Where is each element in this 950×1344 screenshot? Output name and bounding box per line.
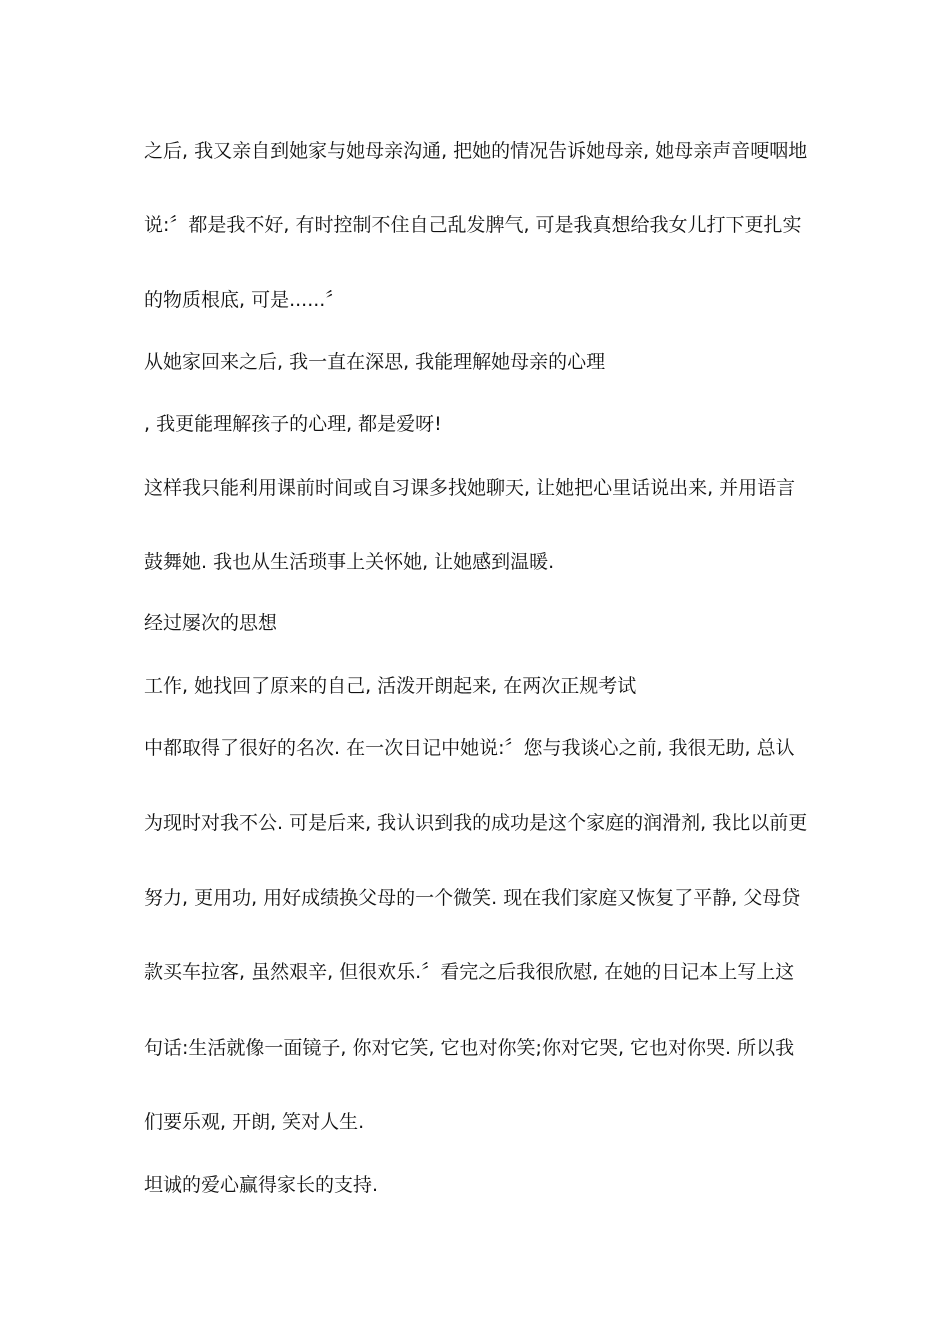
paragraph-line: 说:〞都是我不好, 有时控制不住自己乱发脾气, 可是我真想给我女儿打下更扎实 xyxy=(144,214,802,236)
paragraph-line: 款买车拉客, 虽然艰辛, 但很欢乐.〞看完之后我很欣慰, 在她的日记本上写上这 xyxy=(144,961,795,983)
paragraph-line: , 我更能理解孩子的心理, 都是爱呀! xyxy=(144,413,442,435)
paragraph-line: 从她家回来之后, 我一直在深思, 我能理解她母亲的心理 xyxy=(144,351,606,373)
paragraph-line: 鼓舞她. 我也从生活琐事上关怀她, 让她感到温暖. xyxy=(144,551,555,573)
paragraph-line: 为现时对我不公. 可是后来, 我认识到我的成功是这个家庭的润滑剂, 我比以前更 xyxy=(144,812,808,834)
paragraph-line: 句话:生活就像一面镜子, 你对它笑, 它也对你笑;你对它哭, 它也对你哭. 所以我 xyxy=(144,1037,795,1059)
paragraph-line: 中都取得了很好的名次. 在一次日记中她说:〞您与我谈心之前, 我很无助, 总认 xyxy=(144,737,795,759)
paragraph-line: 们要乐观, 开朗, 笑对人生. xyxy=(144,1111,365,1133)
paragraph-line: 之后, 我又亲自到她家与她母亲沟通, 把她的情况告诉她母亲, 她母亲声音哽咽地 xyxy=(144,140,808,162)
paragraph-line: 努力, 更用功, 用好成绩换父母的一个微笑. 现在我们家庭又恢复了平静, 父母贷 xyxy=(144,887,801,909)
paragraph-line: 这样我只能利用课前时间或自习课多找她聊天, 让她把心里话说出来, 并用语言 xyxy=(144,477,796,499)
paragraph-line: 工作, 她找回了原来的自己, 活泼开朗起来, 在两次正规考试 xyxy=(144,675,637,697)
paragraph-line: 坦诚的爱心赢得家长的支持. xyxy=(144,1174,379,1196)
paragraph-line: 经过屡次的思想 xyxy=(144,612,278,634)
paragraph-line: 的物质根底, 可是......〞 xyxy=(144,289,345,311)
